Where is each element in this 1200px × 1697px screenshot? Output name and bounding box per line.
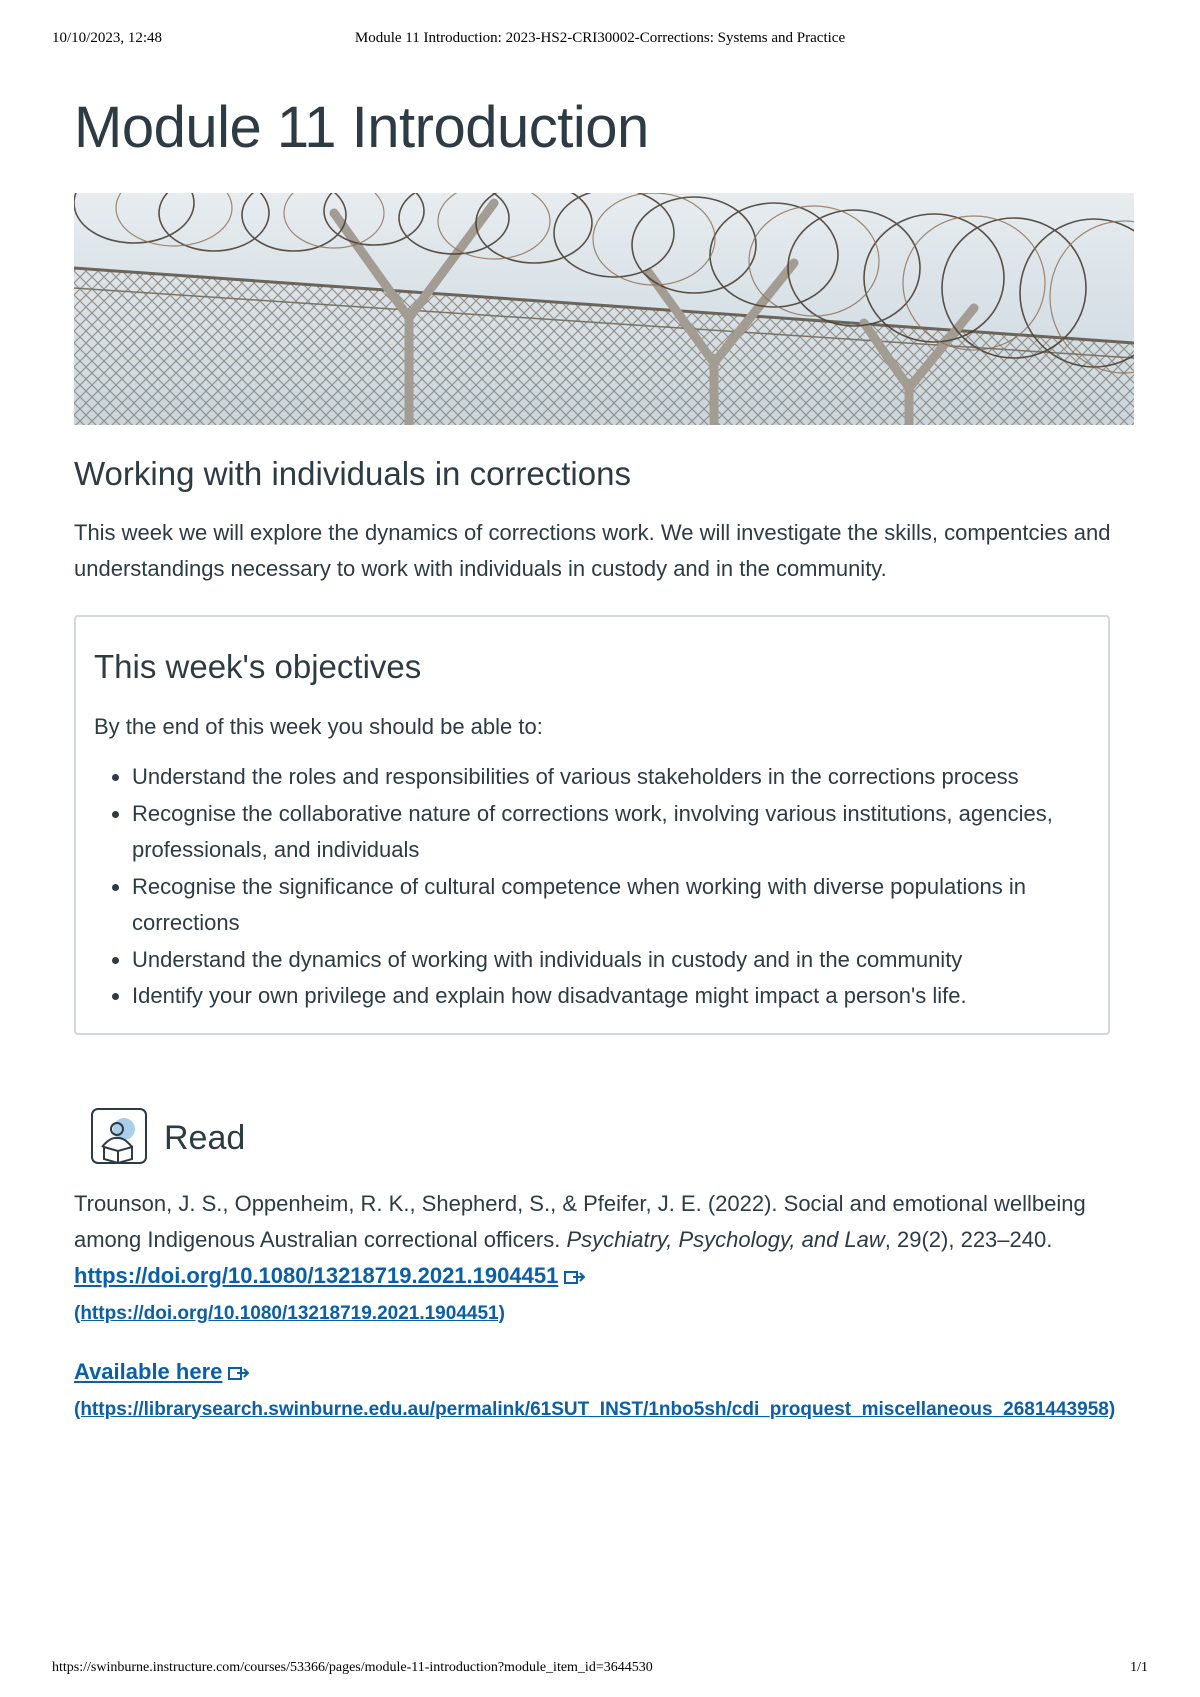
page-title: Module 11 Introduction	[74, 95, 649, 160]
print-page-title: Module 11 Introduction: 2023-HS2-CRI30002-Corrections: Systems and Practice	[354, 30, 846, 46]
citation	[74, 1186, 1134, 1332]
objectives-heading: This week's objectives	[94, 648, 422, 685]
citation-tail: , 29(2), 223–240.	[884, 1226, 1053, 1252]
reading-person-icon	[90, 1107, 148, 1170]
print-header	[52, 30, 1148, 50]
external-link-icon	[228, 1356, 250, 1372]
doi-link[interactable]: https://doi.org/10.1080/13218719.2021.1904451	[74, 1262, 559, 1288]
objectives-lead: By the end of this week you should be able to:	[94, 714, 543, 739]
read-section	[74, 1107, 1134, 1428]
print-page-number: 1/1	[1130, 1660, 1148, 1675]
print-footer	[52, 1660, 1148, 1680]
available-paragraph	[74, 1354, 1134, 1428]
intro-paragraph: This week we will explore the dynamics of corrections work. We will investigate the skills, compentcies and understandings necessary to work with individuals in custody and in the community.	[74, 520, 1111, 581]
available-here-link[interactable]: Available here	[74, 1358, 223, 1384]
doi-link-printed[interactable]: (https://doi.org/10.1080/13218719.2021.1904451)	[74, 1302, 505, 1324]
section-title: Working with individuals in corrections	[74, 455, 631, 492]
page-content	[74, 88, 1134, 1428]
objective-item: • Identify your own privilege and explain how disadvantage might impact a person's life.	[132, 978, 1090, 1015]
objective-item: • Recognise the significance of cultural competence when working with diverse populations in corrections	[132, 869, 1090, 942]
objective-item: • Understand the roles and responsibilities of various stakeholders in the corrections process	[132, 759, 1090, 796]
objective-item: • Recognise the collaborative nature of corrections work, involving various institutions, agencies, professionals, and individuals	[132, 796, 1090, 869]
read-heading: Read	[164, 1118, 246, 1157]
objectives-box	[74, 615, 1110, 1035]
citation-journal: Psychiatry, Psychology, and Law	[566, 1226, 885, 1252]
library-permalink[interactable]: (https://librarysearch.swinburne.edu.au/permalink/61SUT_INST/1nbo5sh/cdi_proquest_miscellaneous_2681443958)	[74, 1398, 1116, 1420]
print-date: 10/10/2023, 12:48	[52, 30, 163, 46]
objective-item: • Understand the dynamics of working with individuals in custody and in the community	[132, 942, 1090, 979]
banner-image	[74, 193, 1134, 425]
print-url: https://swinburne.instructure.com/courses/53366/pages/module-11-introduction?module_item_id=3644530	[52, 1660, 653, 1675]
read-header	[90, 1107, 1134, 1170]
external-link-icon	[564, 1260, 586, 1276]
objectives-list	[94, 759, 1090, 1015]
citation-authors: Trounson, J. S., Oppenheim, R. K., Shepherd, S., & Pfeifer, J. E. (2022). Social and emotional wellbeing among Indigenous Australian correctional officers.	[74, 1190, 1086, 1252]
